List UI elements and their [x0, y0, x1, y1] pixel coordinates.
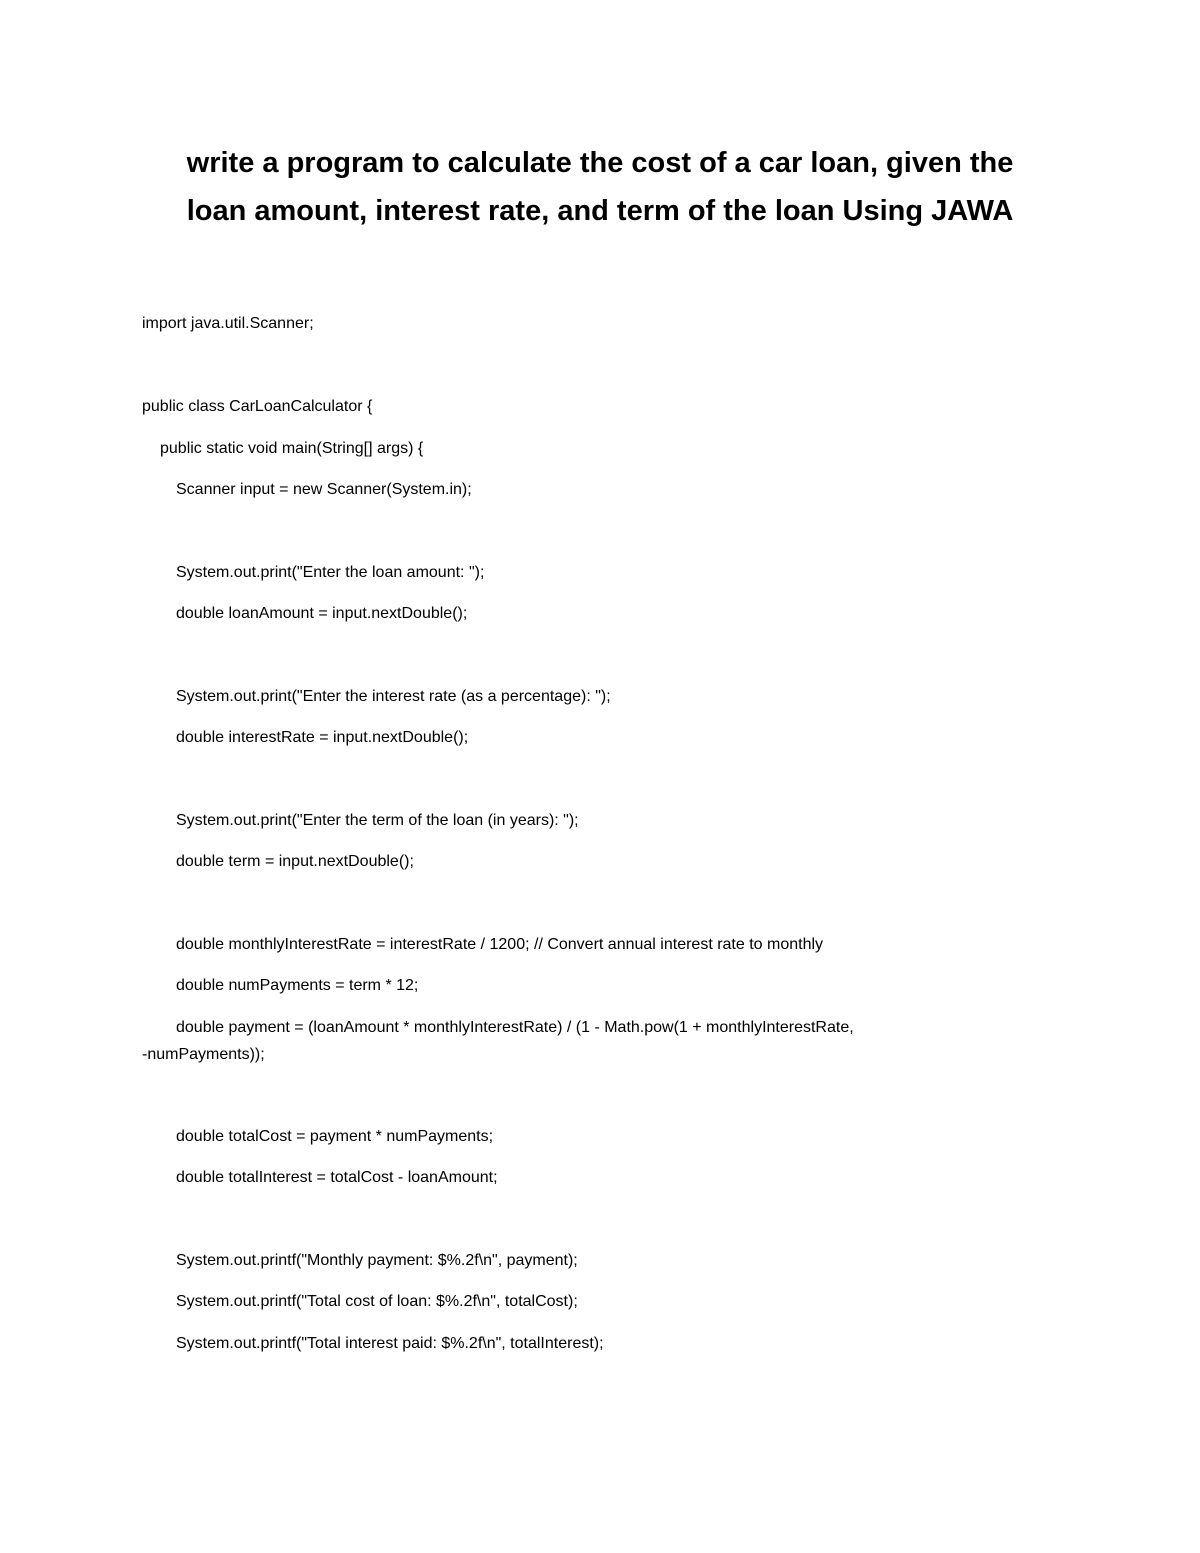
- document-title-line-1: write a program to calculate the cost of a car loan, given the: [186, 147, 1014, 179]
- code-line: System.out.print("Enter the term of the loan (in years): ");: [176, 812, 579, 829]
- code-line: double interestRate = input.nextDouble();: [176, 729, 469, 746]
- code-line: System.out.printf("Monthly payment: $%.2f\n", payment);: [176, 1252, 578, 1269]
- code-line: double monthlyInterestRate = interestRate / 1200; // Convert annual interest rate to monthly: [176, 936, 824, 953]
- code-line: double numPayments = term * 12;: [176, 977, 419, 994]
- code-line: System.out.printf("Total cost of loan: $%.2f\n", totalCost);: [176, 1293, 578, 1310]
- code-line: double term = input.nextDouble();: [176, 853, 414, 870]
- code-line: -numPayments));: [142, 1046, 265, 1063]
- code-line: double totalInterest = totalCost - loanAmount;: [176, 1169, 498, 1186]
- code-line: double loanAmount = input.nextDouble();: [176, 605, 468, 622]
- document-title-line-2: loan amount, interest rate, and term of the loan Using JAWA: [186, 195, 1014, 227]
- code-line: Scanner input = new Scanner(System.in);: [176, 481, 472, 498]
- code-line: import java.util.Scanner;: [142, 315, 314, 332]
- code-line: public static void main(String[] args) {: [160, 440, 424, 457]
- code-line: System.out.printf("Total interest paid: $%.2f\n", totalInterest);: [176, 1335, 604, 1352]
- code-line: double totalCost = payment * numPayments;: [176, 1128, 494, 1145]
- code-line: public class CarLoanCalculator {: [142, 398, 373, 415]
- code-line: double payment = (loanAmount * monthlyInterestRate) / (1 - Math.pow(1 + monthlyInterestRate,: [176, 1019, 854, 1036]
- code-line: System.out.print("Enter the loan amount: ");: [176, 564, 485, 581]
- code-line: System.out.print("Enter the interest rate (as a percentage): ");: [176, 688, 611, 705]
